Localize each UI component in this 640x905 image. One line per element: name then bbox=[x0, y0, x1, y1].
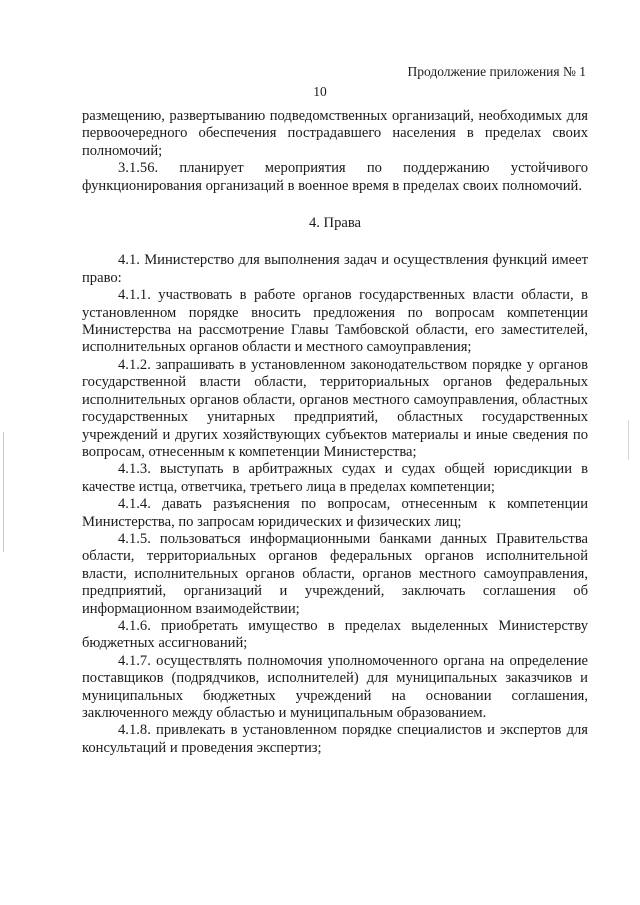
item-3-1-56: 3.1.56. планирует мероприятия по поддержанию устойчивого функционирования организаций в военное время в пределах своих полномочий. bbox=[82, 160, 588, 194]
intro-paragraph: размещению, развертыванию подведомственных организаций, необходимых для первоочередного обеспечения пострадавшего населения в пределах своих полномочий; bbox=[82, 108, 588, 159]
item-4-1-1: 4.1.1. участвовать в работе органов государственных власти области, в установленном порядке вносить предложения по вопросам компетенции Министерства на рассмотрение Главы Тамбовской области, его заместителей, исполнительных органов области и местного самоуправления; bbox=[82, 287, 588, 356]
item-4-1-6: 4.1.6. приобретать имущество в пределах выделенных Министерству бюджетных ассигнований; bbox=[82, 617, 588, 652]
item-4-1-4: 4.1.4. давать разъяснения по вопросам, отнесенным к компетенции Министерства, по запросам юридических и физических лиц; bbox=[82, 496, 588, 530]
continuation-note: Продолжение приложения № 1 bbox=[407, 64, 586, 79]
item-4-1-7: 4.1.7. осуществлять полномочия уполномоченного органа на определение поставщиков (подрядчиков, исполнителей) для муниципальных заказчиков и муниципальных бюджетных учреждений на основании соглашения, заключенного между областью и муниципальным образованием. bbox=[82, 652, 588, 721]
scan-edge-mark bbox=[3, 432, 4, 552]
item-4-1: 4.1. Министерство для выполнения задач и осуществления функций имеет право: bbox=[82, 252, 588, 286]
page-number: 10 bbox=[313, 84, 327, 99]
item-4-1-2: 4.1.2. запрашивать в установленном законодательством порядке у органов государственной власти области, территориальных органов федеральных исполнительных органов области, органов местного самоуправления, областных государственных унитарных предприятий, областных государственных учреждений и других хозяйствующих субъектов материалы и иные сведения по вопросам, отнесенным к компетенции Министерства; bbox=[82, 356, 588, 460]
section-title: 4. Права bbox=[308, 215, 362, 232]
item-4-1-8: 4.1.8. привлекать в установленном порядке специалистов и экспертов для консультаций и проведения экспертиз; bbox=[82, 722, 588, 756]
item-4-1-5: 4.1.5. пользоваться информационными банками данных Правительства области, территориальных органов федеральных органов исполнительной власти, исполнительных органов области, органов местного самоуправления, предприятий, организаций и учреждений, заключать соглашения об информационном взаимодействии; bbox=[82, 530, 588, 617]
item-4-1-3: 4.1.3. выступать в арбитражных судах и судах общей юрисдикции в качестве истца, ответчика, третьего лица в пределах компетенции; bbox=[82, 461, 588, 495]
scan-edge-mark-right bbox=[628, 420, 629, 460]
document-body bbox=[82, 108, 588, 757]
